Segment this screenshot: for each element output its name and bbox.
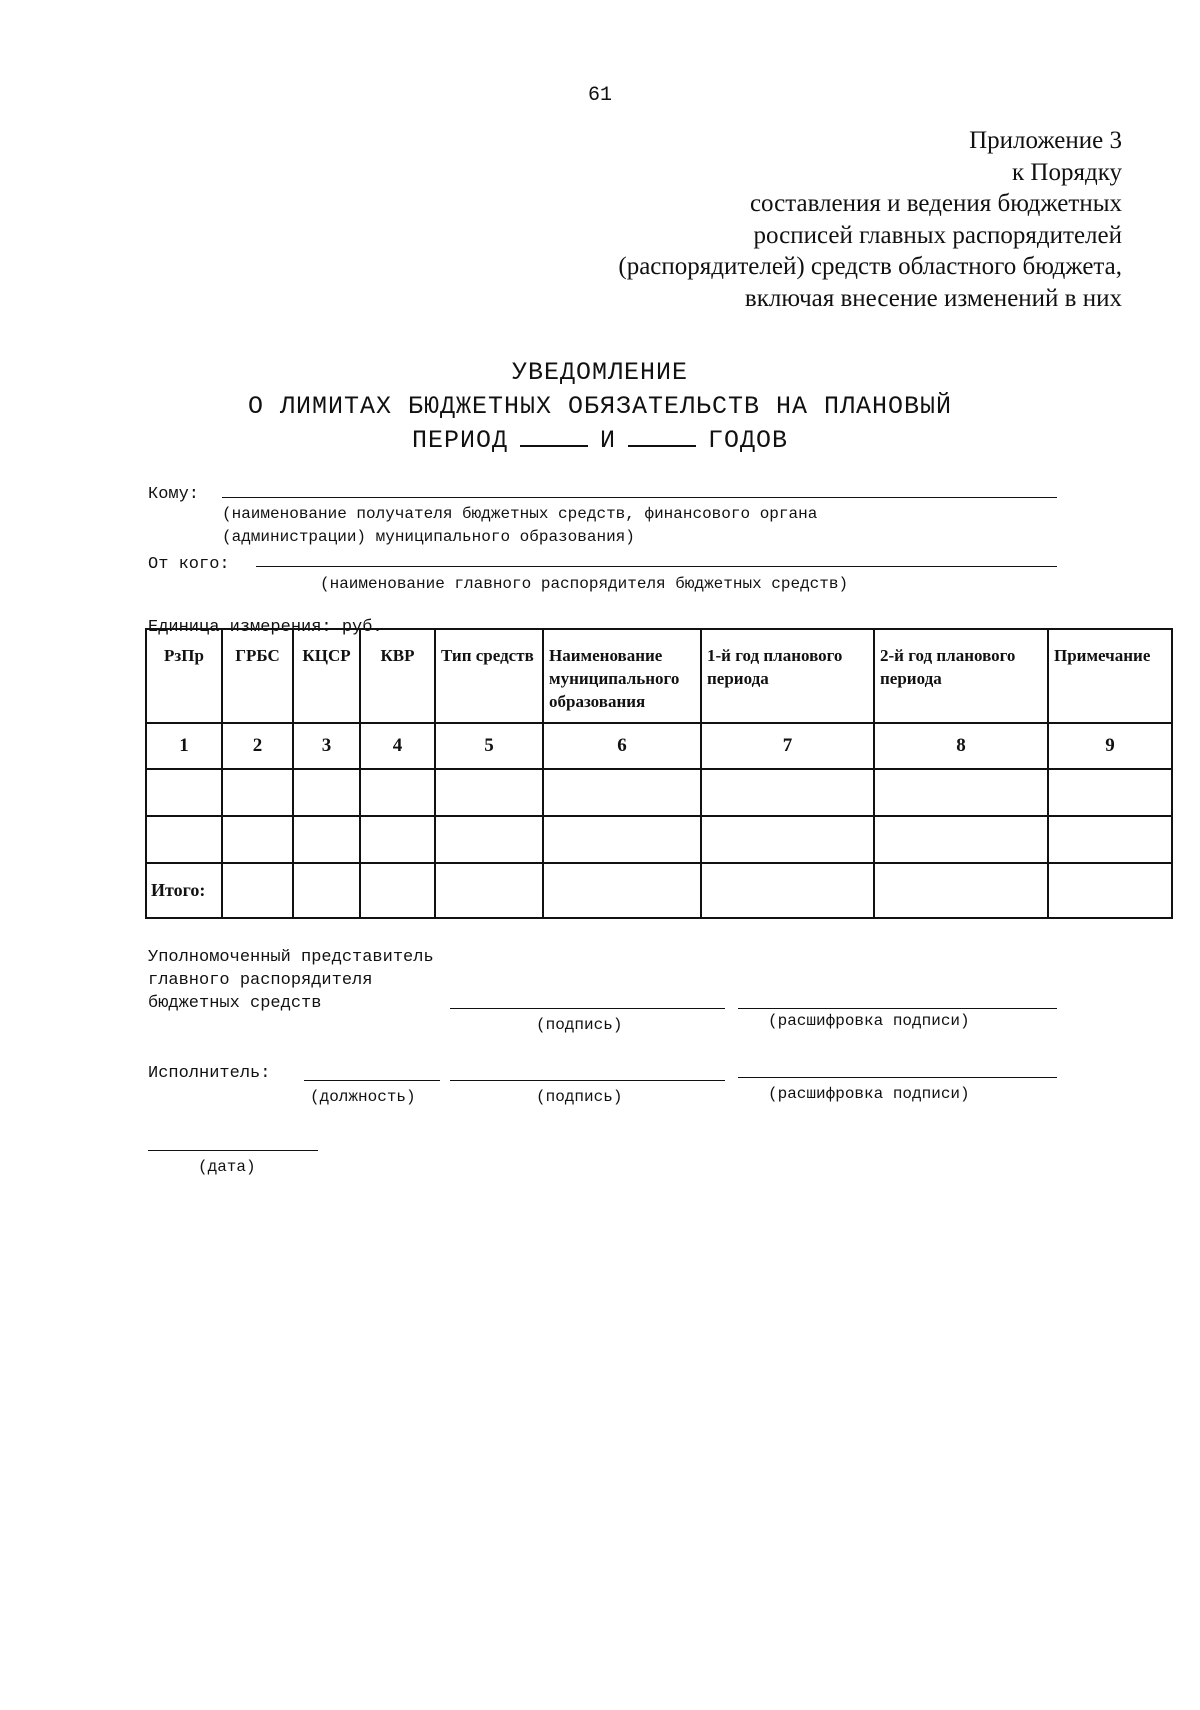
position-hint: (должность) <box>310 1088 416 1106</box>
column-number: 2 <box>222 723 293 769</box>
page-number: 61 <box>587 84 612 107</box>
table-cell[interactable] <box>222 769 293 816</box>
representative-label: главного распорядителя <box>148 971 373 990</box>
limits-table <box>145 628 1173 919</box>
table-cell[interactable] <box>543 769 701 816</box>
period-years: ГОДОВ <box>708 426 789 455</box>
period-line <box>0 426 1200 455</box>
table-row <box>146 816 1172 863</box>
sender-hint: (наименование главного распорядителя бюджетных средств) <box>320 575 849 593</box>
executor-signature-field[interactable] <box>450 1080 725 1081</box>
recipient-field[interactable] <box>222 497 1057 498</box>
year-2-blank[interactable] <box>628 427 696 447</box>
sender-field[interactable] <box>256 566 1057 567</box>
sender-label: От кого: <box>148 555 230 574</box>
total-label: Итого: <box>146 863 222 918</box>
column-header: КЦСР <box>293 629 360 723</box>
representative-label: Уполномоченный представитель <box>148 948 434 967</box>
table-cell[interactable] <box>701 769 874 816</box>
column-number: 7 <box>701 723 874 769</box>
table-cell[interactable] <box>146 816 222 863</box>
table-row <box>146 769 1172 816</box>
executor-decoding-hint: (расшифровка подписи) <box>768 1085 970 1103</box>
column-header: ГРБС <box>222 629 293 723</box>
table-cell[interactable] <box>435 863 543 918</box>
table-cell[interactable] <box>293 816 360 863</box>
column-header: 2-й год планового периода <box>874 629 1048 723</box>
column-header: 1-й год планового периода <box>701 629 874 723</box>
table-cell[interactable] <box>874 769 1048 816</box>
total-row <box>146 863 1172 918</box>
document-subtitle: О ЛИМИТАХ БЮДЖЕТНЫХ ОБЯЗАТЕЛЬСТВ НА ПЛАНОВЫЙ <box>247 392 953 421</box>
column-header: Наименование муниципального образования <box>543 629 701 723</box>
table-header-row <box>146 629 1172 723</box>
table-cell[interactable] <box>435 769 543 816</box>
column-number: 4 <box>360 723 435 769</box>
appendix-heading <box>618 125 1122 314</box>
table-cell[interactable] <box>293 863 360 918</box>
table-cell[interactable] <box>293 769 360 816</box>
column-header: КВР <box>360 629 435 723</box>
appendix-line: включая внесение изменений в них <box>744 284 1122 312</box>
table-cell[interactable] <box>874 863 1048 918</box>
appendix-line: составления и ведения бюджетных <box>749 190 1122 217</box>
appendix-line: (распорядителей) средств областного бюджета, <box>618 253 1122 280</box>
table-cell[interactable] <box>1048 816 1172 863</box>
column-header: РзПр <box>146 629 222 723</box>
year-1-blank[interactable] <box>520 427 588 447</box>
table-cell[interactable] <box>701 816 874 863</box>
period-label: ПЕРИОД <box>411 426 508 455</box>
table-cell[interactable] <box>701 863 874 918</box>
column-number-row <box>146 723 1172 769</box>
document-title: УВЕДОМЛЕНИЕ <box>511 358 689 387</box>
appendix-line: росписей главных распорядителей <box>753 221 1122 249</box>
recipient-hint: (администрации) муниципального образования) <box>222 528 635 546</box>
table-cell[interactable] <box>435 816 543 863</box>
representative-signature-field[interactable] <box>450 1008 725 1009</box>
column-header: Тип средств <box>435 629 543 723</box>
table-cell[interactable] <box>543 816 701 863</box>
table-cell[interactable] <box>360 769 435 816</box>
executor-signature-hint: (подпись) <box>536 1088 623 1106</box>
recipient-hint: (наименование получателя бюджетных средств, финансового органа <box>222 505 818 523</box>
table-cell[interactable] <box>360 863 435 918</box>
date-hint: (дата) <box>198 1158 256 1176</box>
table-cell[interactable] <box>360 816 435 863</box>
table-cell[interactable] <box>543 863 701 918</box>
column-number: 3 <box>293 723 360 769</box>
column-number: 1 <box>146 723 222 769</box>
column-number: 9 <box>1048 723 1172 769</box>
column-number: 5 <box>435 723 543 769</box>
table-cell[interactable] <box>1048 863 1172 918</box>
appendix-line: Приложение 3 <box>969 127 1122 154</box>
unit-label: Единица измерения: руб. <box>148 618 383 637</box>
signature-hint: (подпись) <box>536 1016 623 1034</box>
period-and: И <box>599 426 616 455</box>
table-cell[interactable] <box>222 816 293 863</box>
representative-label: бюджетных средств <box>148 994 322 1013</box>
column-header: Примечание <box>1048 629 1172 723</box>
table-cell[interactable] <box>1048 769 1172 816</box>
column-number: 8 <box>874 723 1048 769</box>
decoding-hint: (расшифровка подписи) <box>768 1012 970 1030</box>
appendix-line: к Порядку <box>1012 158 1122 186</box>
table-cell[interactable] <box>222 863 293 918</box>
table-cell[interactable] <box>146 769 222 816</box>
date-field[interactable] <box>148 1150 318 1151</box>
executor-label: Исполнитель: <box>148 1064 271 1083</box>
executor-decoding-field[interactable] <box>738 1077 1057 1078</box>
representative-decoding-field[interactable] <box>738 1008 1057 1009</box>
recipient-label: Кому: <box>148 485 200 504</box>
column-number: 6 <box>543 723 701 769</box>
executor-position-field[interactable] <box>304 1080 440 1081</box>
table-cell[interactable] <box>874 816 1048 863</box>
